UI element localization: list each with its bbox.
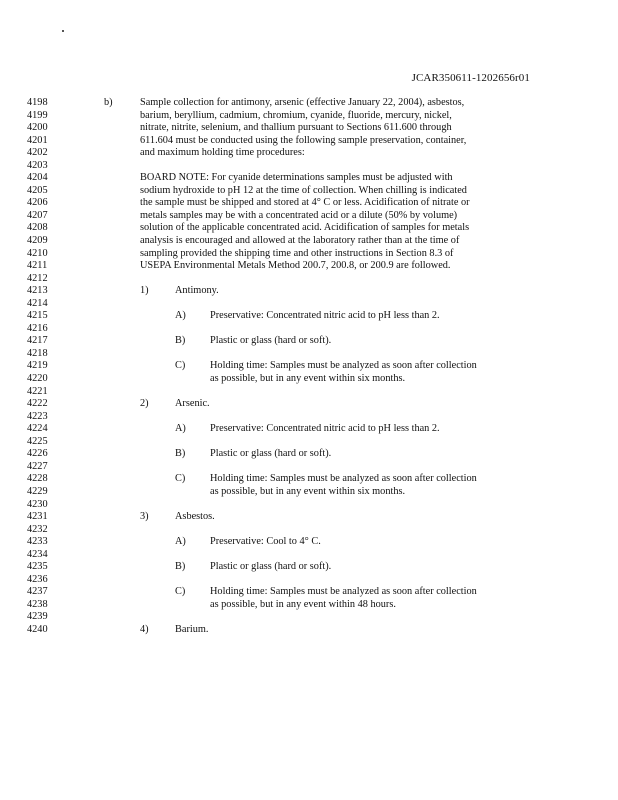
- line-number: 4220: [27, 373, 48, 385]
- item-marker: 4): [140, 623, 149, 635]
- item-marker: b): [104, 97, 113, 108]
- line-number: 4210: [27, 247, 48, 259]
- document-id-header: JCAR350611-1202656r01: [411, 72, 530, 84]
- line-number: 4223: [27, 410, 48, 422]
- text-line: [0, 248, 618, 261]
- line-text: BOARD NOTE: For cyanide determinations samples must be adjusted with: [140, 172, 453, 184]
- text-line: [0, 436, 618, 449]
- line-number: 4224: [27, 423, 48, 435]
- line-text: Preservative: Concentrated nitric acid to pH less than 2.: [210, 310, 440, 322]
- text-line: [0, 448, 618, 461]
- line-text: as possible, but in any event within 48 hours.: [210, 598, 396, 610]
- line-number: 4198: [27, 97, 48, 108]
- text-line: [0, 260, 618, 273]
- line-number: 4205: [27, 184, 48, 196]
- item-marker: B): [175, 561, 186, 573]
- text-line: [0, 599, 618, 612]
- line-number: 4212: [27, 272, 48, 284]
- line-text: nitrate, nitrite, selenium, and thallium pursuant to Sections 611.600 through: [140, 122, 452, 134]
- line-number: 4213: [27, 285, 48, 297]
- line-text: USEPA Environmental Metals Method 200.7, 200.8, or 200.9 are followed.: [140, 260, 451, 272]
- line-text: barium, beryllium, cadmium, chromium, cyanide, fluoride, mercury, nickel,: [140, 109, 452, 121]
- line-number: 4214: [27, 297, 48, 309]
- line-number: 4227: [27, 460, 48, 472]
- line-number: 4228: [27, 473, 48, 485]
- line-text: as possible, but in any event within six months.: [210, 373, 406, 385]
- line-number: 4215: [27, 310, 48, 322]
- line-number: 4233: [27, 536, 48, 548]
- numbered-text-body: [0, 97, 618, 637]
- text-line: [0, 586, 618, 599]
- line-text: analysis is encouraged and allowed at the laboratory rather than at the time of: [140, 235, 460, 247]
- text-line: [0, 536, 618, 549]
- item-marker: B): [175, 335, 186, 347]
- line-text: sodium hydroxide to pH 12 at the time of collection. When chilling is indicated: [140, 184, 467, 196]
- line-number: 4201: [27, 134, 48, 146]
- line-number: 4216: [27, 322, 48, 334]
- line-text: as possible, but in any event within six months.: [210, 485, 406, 497]
- line-text: metals samples may be with a concentrated acid or a dilute (50% by volume): [140, 209, 458, 221]
- text-line: [0, 423, 618, 436]
- text-line: [0, 511, 618, 524]
- line-number: 4231: [27, 511, 48, 523]
- line-number: 4207: [27, 209, 48, 221]
- line-text: Holding time: Samples must be analyzed as soon after collection: [210, 586, 477, 598]
- item-marker: C): [175, 473, 186, 485]
- line-number: 4222: [27, 398, 48, 410]
- line-number: 4219: [27, 360, 48, 372]
- text-line: [0, 411, 618, 424]
- line-number: 4236: [27, 573, 48, 585]
- line-number: 4239: [27, 611, 48, 623]
- text-line: [0, 373, 618, 386]
- text-line: [0, 499, 618, 512]
- line-text: Plastic or glass (hard or soft).: [210, 448, 332, 460]
- text-line: [0, 473, 618, 486]
- text-line: [0, 310, 618, 323]
- text-line: [0, 110, 618, 123]
- text-line: [0, 298, 618, 311]
- line-number: 4203: [27, 159, 48, 171]
- item-marker: A): [175, 310, 186, 322]
- item-marker: 3): [140, 511, 149, 523]
- line-number: 4221: [27, 385, 48, 397]
- item-marker: C): [175, 586, 186, 598]
- text-line: [0, 624, 618, 637]
- text-line: [0, 611, 618, 624]
- line-number: 4217: [27, 335, 48, 347]
- line-number: 4209: [27, 235, 48, 247]
- line-number: 4206: [27, 197, 48, 209]
- text-line: [0, 335, 618, 348]
- text-line: [0, 147, 618, 160]
- text-line: [0, 285, 618, 298]
- text-line: [0, 273, 618, 286]
- line-number: 4218: [27, 347, 48, 359]
- item-marker: A): [175, 423, 186, 435]
- item-marker: 2): [140, 398, 149, 410]
- line-number: 4202: [27, 147, 48, 159]
- text-line: [0, 135, 618, 148]
- text-line: [0, 160, 618, 173]
- line-text: Barium.: [175, 623, 209, 635]
- text-line: [0, 197, 618, 210]
- line-number: 4229: [27, 485, 48, 497]
- text-line: [0, 398, 618, 411]
- text-line: [0, 549, 618, 562]
- item-marker: B): [175, 448, 186, 460]
- line-number: 4211: [27, 260, 48, 272]
- item-marker: A): [175, 536, 186, 548]
- line-text: Holding time: Samples must be analyzed as soon after collection: [210, 473, 477, 485]
- line-number: 4240: [27, 623, 48, 635]
- line-text: Holding time: Samples must be analyzed as soon after collection: [210, 360, 477, 372]
- text-line: [0, 360, 618, 373]
- line-number: 4238: [27, 598, 48, 610]
- text-line: [0, 486, 618, 499]
- line-number: 4204: [27, 172, 48, 184]
- line-text: the sample must be shipped and stored at 4° C or less. Acidification of nitrate or: [140, 197, 470, 209]
- text-line: [0, 222, 618, 235]
- line-text: Asbestos.: [175, 511, 215, 523]
- line-text: Sample collection for antimony, arsenic (effective January 22, 2004), asbestos,: [140, 97, 465, 108]
- line-number: 4208: [27, 222, 48, 234]
- line-number: 4230: [27, 498, 48, 510]
- text-line: [0, 461, 618, 474]
- text-line: [0, 97, 618, 110]
- line-text: Arsenic.: [175, 398, 210, 410]
- item-marker: 1): [140, 285, 149, 297]
- line-number: 4225: [27, 435, 48, 447]
- line-text: Plastic or glass (hard or soft).: [210, 561, 332, 573]
- text-line: [0, 122, 618, 135]
- line-number: 4226: [27, 448, 48, 460]
- text-line: [0, 210, 618, 223]
- scan-speck: [62, 30, 64, 32]
- line-number: 4199: [27, 109, 48, 121]
- text-line: [0, 386, 618, 399]
- line-number: 4237: [27, 586, 48, 598]
- line-number: 4235: [27, 561, 48, 573]
- text-line: [0, 235, 618, 248]
- line-number: 4200: [27, 122, 48, 134]
- text-line: [0, 348, 618, 361]
- text-line: [0, 185, 618, 198]
- line-text: Preservative: Cool to 4° C.: [210, 536, 321, 548]
- line-text: sampling provided the shipping time and other instructions in Section 8.3 of: [140, 247, 454, 259]
- line-text: Antimony.: [175, 285, 219, 297]
- line-number: 4232: [27, 523, 48, 535]
- line-text: 611.604 must be conducted using the following sample preservation, container,: [140, 134, 467, 146]
- text-line: [0, 172, 618, 185]
- text-line: [0, 561, 618, 574]
- line-text: Plastic or glass (hard or soft).: [210, 335, 332, 347]
- text-line: [0, 323, 618, 336]
- line-number: 4234: [27, 548, 48, 560]
- line-text: Preservative: Concentrated nitric acid to pH less than 2.: [210, 423, 440, 435]
- line-text: solution of the applicable concentrated acid. Acidification of samples for metals: [140, 222, 470, 234]
- text-line: [0, 524, 618, 537]
- line-text: and maximum holding time procedures:: [140, 147, 305, 159]
- text-line: [0, 574, 618, 587]
- item-marker: C): [175, 360, 186, 372]
